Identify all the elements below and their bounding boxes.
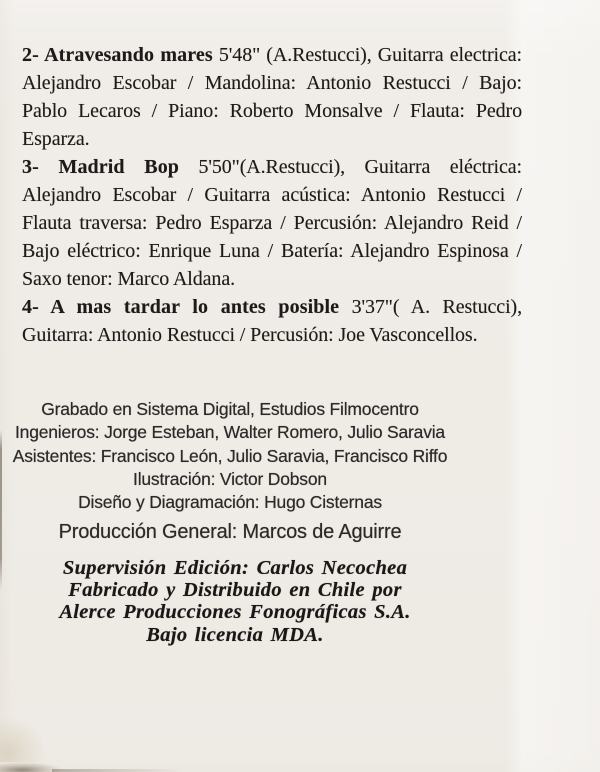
track-details: 5'50"(A.Restucci), Guitarra eléctrica: Alejandro Escobar / Guitarra acústica: Antonio Restucci / Flauta traversa: Pedro Esparza / Percusión: Alejandro Reid / Bajo eléctrico: Enrique Luna / Batería: Alejandro Espinosa / Saxo tenor: Marco Aldana. [22, 156, 522, 290]
track-details: 5'48" (A.Restucci), Guitarra electrica: Alejandro Escobar / Mandolina: Antonio Restucci / Bajo: Pablo Lecaros / Piano: Roberto Monsalve / Flauta: Pedro Esparza. [22, 44, 522, 150]
publisher-line-company: Alerce Producciones Fonográficas S.A. [59, 601, 411, 624]
track-listing-section [22, 41, 522, 349]
publisher-line-manufactured: Fabricado y Distribuido en Chile por [68, 579, 402, 602]
track-entry [22, 293, 522, 349]
publisher-line-license: Bajo licencia MDA. [146, 623, 324, 646]
credits-line-recording: Grabado en Sistema Digital, Estudios Filmocentro [41, 399, 419, 419]
track-title: 3- Madrid Bop [22, 156, 180, 178]
production-credits-section [0, 398, 460, 545]
scan-artifact-corner-tint [0, 716, 46, 762]
track-details: 3'37"( A. Restucci), Guitarra: Antonio Restucci / Percusión: Joe Vasconcellos. [22, 296, 522, 346]
track-entry [22, 153, 522, 293]
publisher-section [0, 557, 470, 646]
credits-line-general-production: Producción General: Marcos de Aguirre [58, 521, 402, 544]
credits-line-illustration: Ilustración: Victor Dobson [133, 468, 327, 489]
publisher-line-supervision: Supervisión Edición: Carlos Necochea [62, 557, 408, 579]
track-title: 4- A mas tardar lo antes posible [22, 296, 340, 318]
credits-line-design: Diseño y Diagramación: Hugo Cisternas [78, 492, 382, 513]
credits-line-assistants: Asistentes: Francisco León, Julio Saravia, Francisco Riffo [12, 445, 448, 466]
track-title: 2- Atravesando mares [22, 44, 213, 66]
track-entry [22, 41, 522, 153]
credits-line-engineers: Ingenieros: Jorge Esteban, Walter Romero, Julio Saravia [15, 422, 445, 443]
